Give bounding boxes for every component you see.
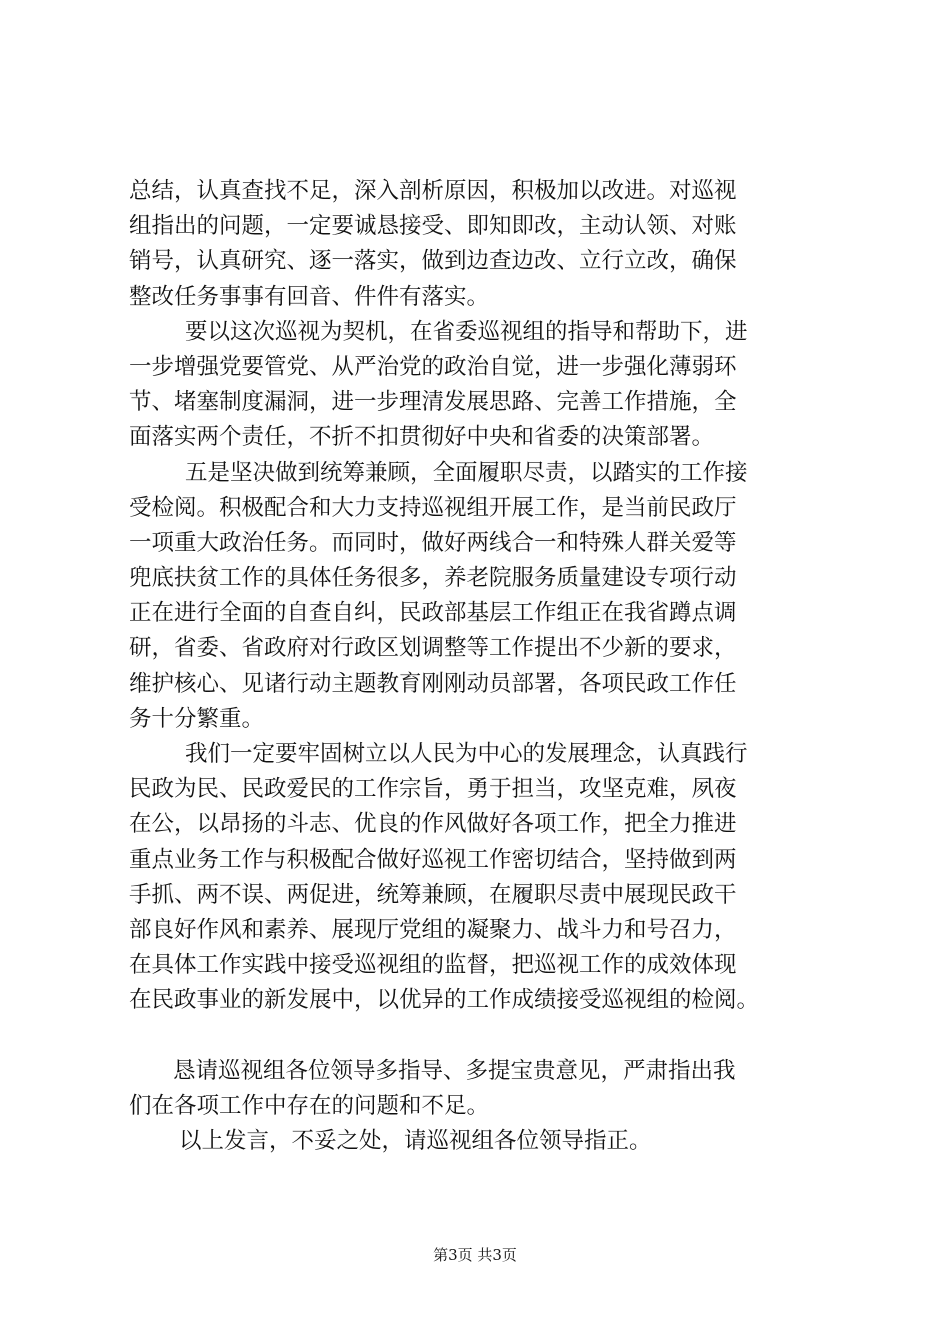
text-line: 兜底扶贫工作的具体任务很多，养老院服务质量建设专项行动 [129, 565, 737, 592]
text-line: 五是坚决做到统筹兼顾，全面履职尽责，以踏实的工作接 [185, 459, 748, 486]
text-line: 在公，以昂扬的斗志、优良的作风做好各项工作，把全力推进 [129, 811, 737, 838]
text-line: 们在各项工作中存在的问题和不足。 [129, 1092, 490, 1119]
text-line: 面落实两个责任，不折不扣贯彻好中央和省委的决策部署。 [129, 424, 715, 451]
text-line: 务十分繁重。 [129, 705, 265, 732]
text-line: 总结，认真查找不足，深入剖析原因，积极加以改进。对巡视 [129, 178, 737, 204]
text-line: 恳请巡视组各位领导多指导、多提宝贵意见，严肃指出我 [173, 1057, 736, 1084]
text-line: 部良好作风和素养、展现厅党组的凝聚力、战斗力和号召力， [129, 916, 737, 943]
text-line: 受检阅。积极配合和大力支持巡视组开展工作，是当前民政厅 [129, 494, 737, 521]
text-line: 以上发言，不妥之处，请巡视组各位领导指正。 [179, 1127, 652, 1154]
text-line: 销号，认真研究、逐一落实，做到边查边改、立行立改，确保 [129, 248, 737, 275]
paragraph-gap [129, 1019, 851, 1054]
text-line: 民政为民、民政爱民的工作宗旨，勇于担当，攻坚克难，夙夜 [129, 776, 737, 803]
document-body [129, 174, 851, 1159]
text-line: 一步增强党要管党、从严治党的政治自觉，进一步强化薄弱环 [129, 353, 737, 380]
text-line: 在民政事业的新发展中，以优异的工作成绩接受巡视组的检阅。 [129, 987, 760, 1014]
text-line: 整改任务事事有回音、件件有落实。 [129, 283, 490, 310]
page-footer: 第3页 共3页 [433, 1246, 517, 1264]
text-line: 维护核心、见诸行动主题教育刚刚动员部署，各项民政工作任 [129, 670, 737, 697]
text-line: 正在进行全面的自查自纠，民政部基层工作组正在我省蹲点调 [129, 600, 737, 627]
text-line: 我们一定要牢固树立以人民为中心的发展理念，认真践行 [185, 741, 748, 767]
text-line: 节、堵塞制度漏洞，进一步理清发展思路、完善工作措施，全 [129, 389, 737, 416]
text-line: 在具体工作实践中接受巡视组的监督，把巡视工作的成效体现 [129, 952, 737, 979]
text-line: 要以这次巡视为契机，在省委巡视组的指导和帮助下，进 [185, 318, 748, 345]
text-line: 一项重大政治任务。而同时，做好两线合一和特殊人群关爱等 [129, 529, 737, 556]
text-line: 研，省委、省政府对行政区划调整等工作提出不少新的要求， [129, 635, 737, 662]
text-line: 组指出的问题，一定要诚恳接受、即知即改，主动认领、对账 [129, 213, 737, 240]
text-line: 手抓、两不误、两促进，统筹兼顾，在履职尽责中展现民政干 [129, 881, 737, 908]
text-line: 重点业务工作与积极配合做好巡视工作密切结合，坚持做到两 [129, 846, 737, 873]
